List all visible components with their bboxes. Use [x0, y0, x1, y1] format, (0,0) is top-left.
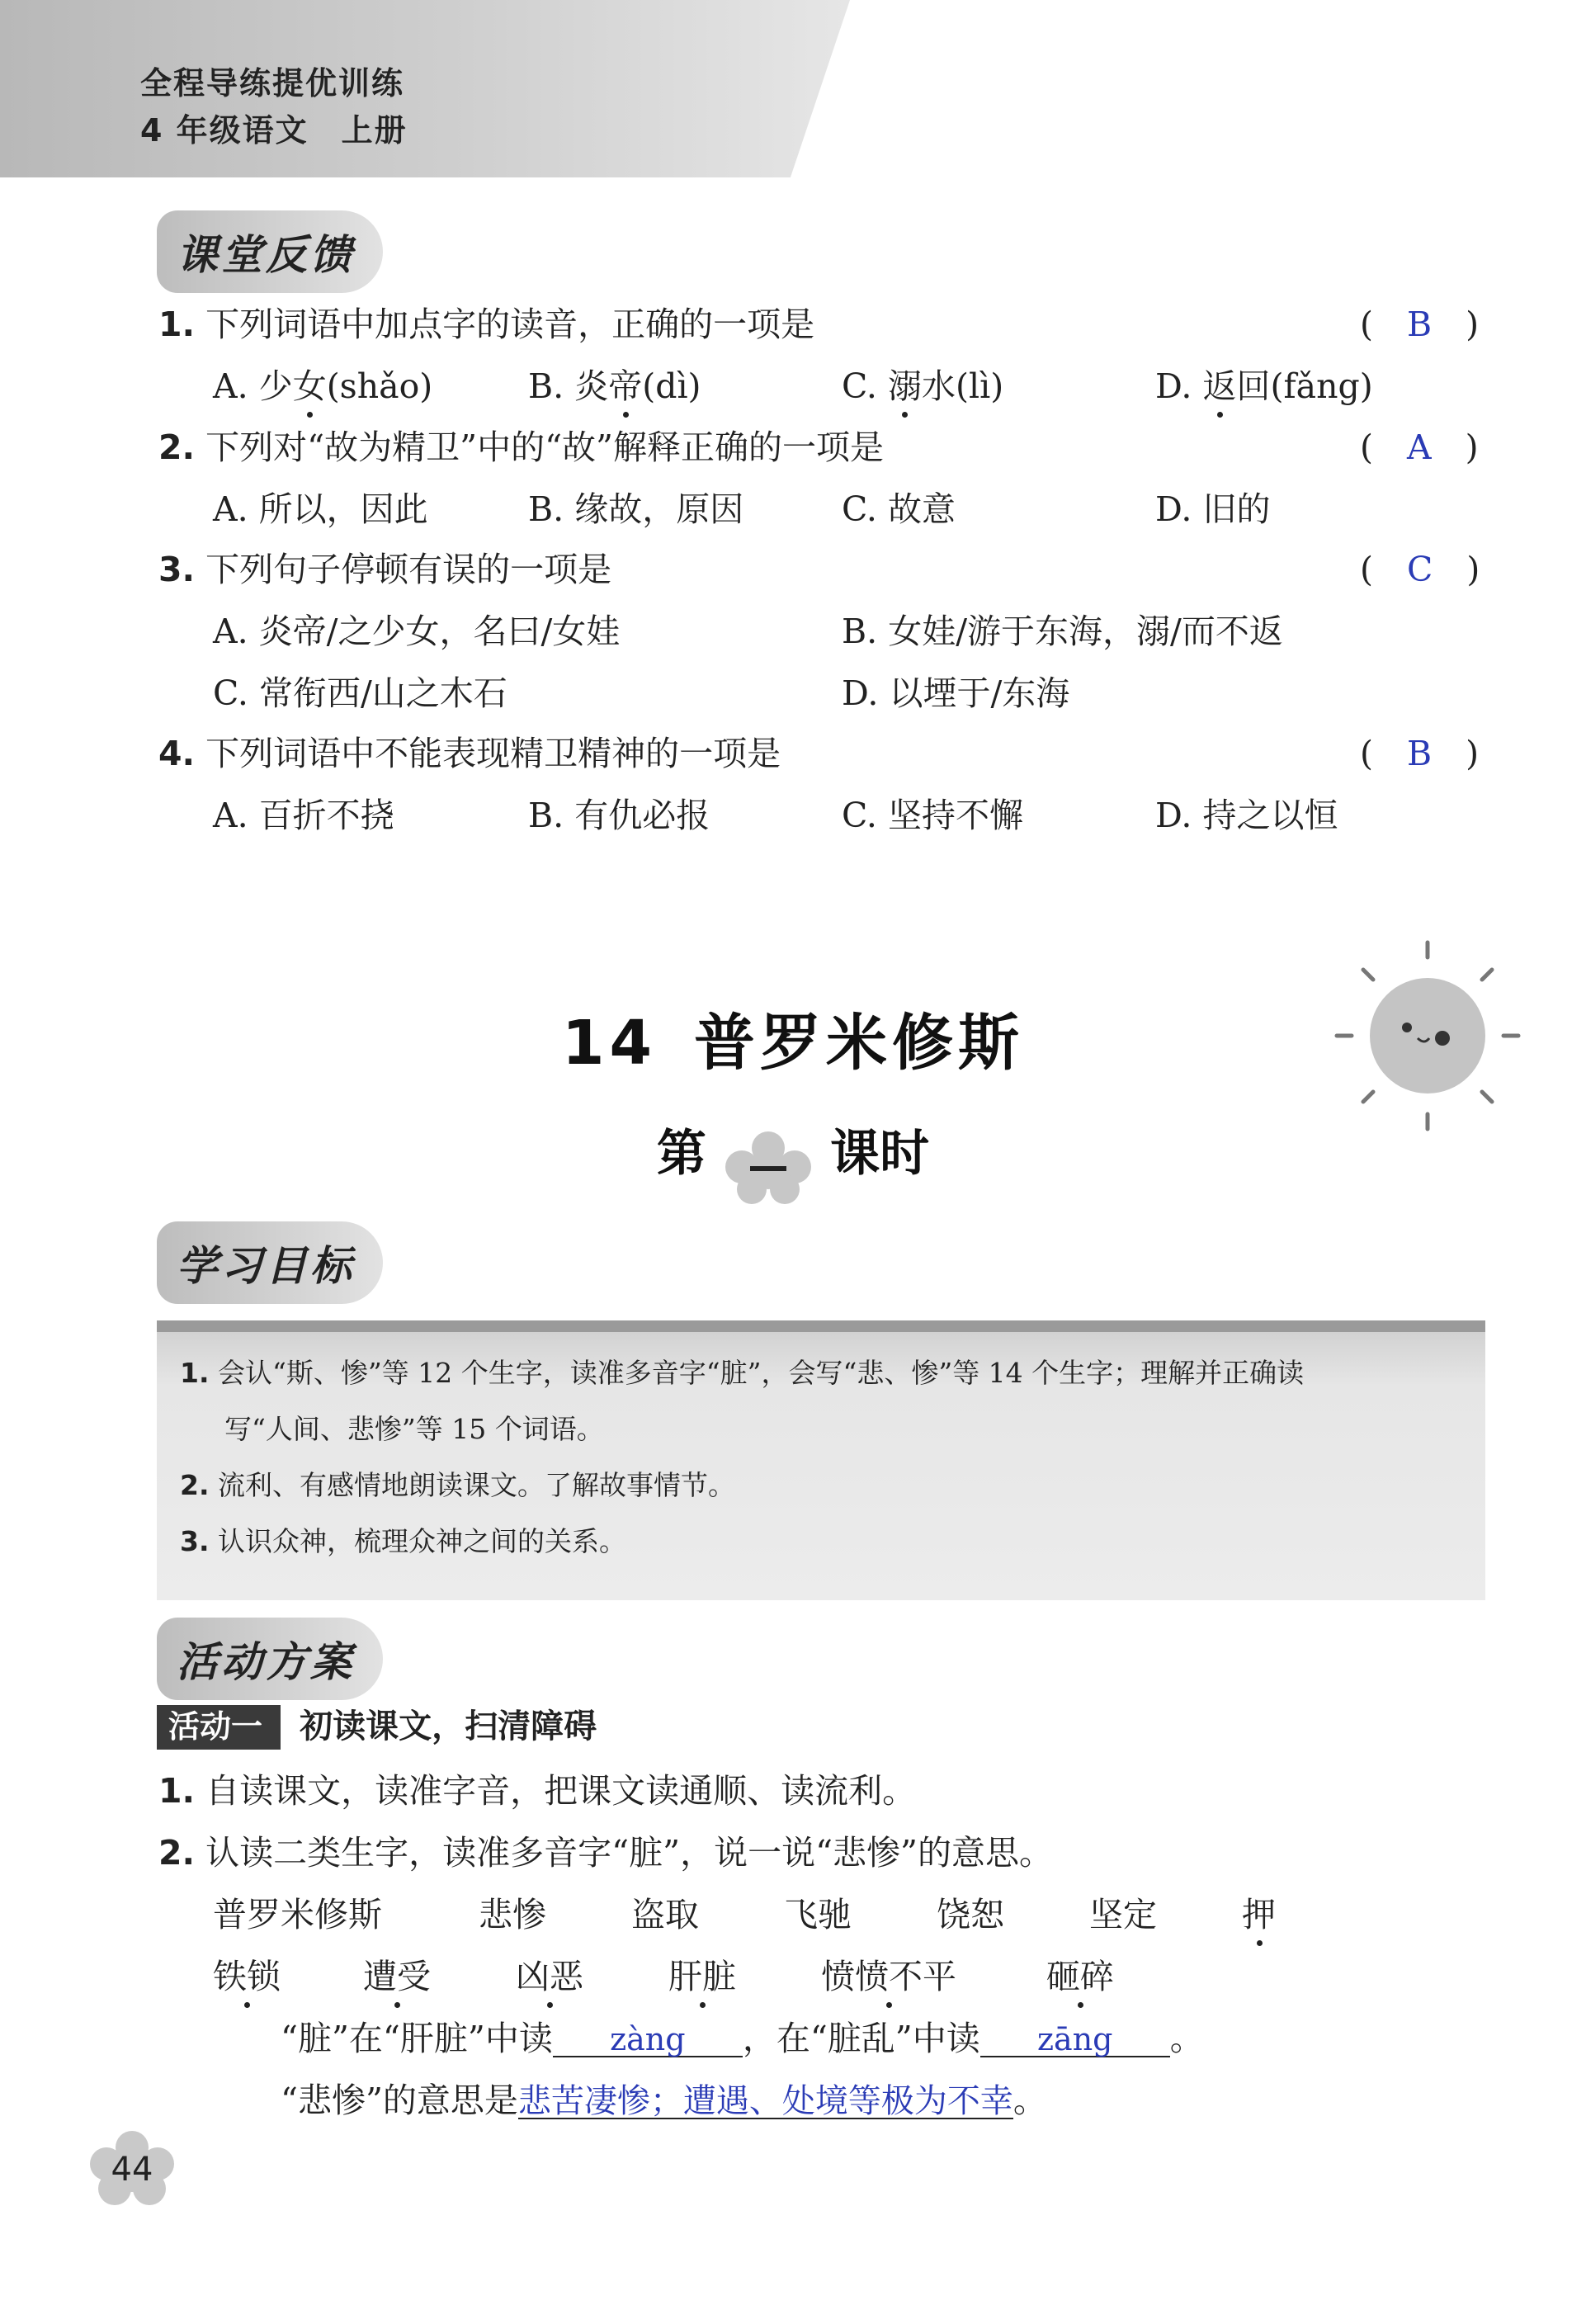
q1-option-c: C. 溺水(lì) — [842, 366, 1004, 406]
answer-bracket-2: ( A ) — [1360, 427, 1479, 467]
activity-item-1: 1. 自读课文，读准字音，把课文读通顺、读流利。 — [158, 1771, 917, 1811]
activity-item-2: 2. 认读二类生字，读准多音字“脏”，说一说“悲惨”的意思。 — [158, 1833, 1053, 1873]
book-title: 全程导练提优训练 — [140, 65, 405, 102]
fill-in-2: “悲惨”的意思是悲苦凄惨；遭遇、处境等极为不幸。 — [281, 2081, 1047, 2120]
page-number: 44 — [111, 2151, 153, 2189]
answer-bracket-3: ( C ) — [1360, 550, 1480, 589]
word: 盗取 — [631, 1895, 699, 1934]
word-dotted: 砸碎 — [1046, 1957, 1114, 1996]
answer-3: C — [1407, 550, 1433, 589]
question-stem: 下列对“故为精卫”中的“故”解释正确的一项是 — [205, 427, 884, 467]
question-1 — [158, 305, 815, 344]
lesson-period-left: 第 — [656, 1125, 706, 1183]
lesson-number: 14 — [561, 1008, 657, 1079]
word-dotted: 铁锁 — [213, 1957, 281, 1996]
word: 饶恕 — [937, 1895, 1004, 1934]
word-dotted: 愤愤不平 — [821, 1957, 956, 1996]
word-dotted: 遭受 — [363, 1957, 431, 1996]
lesson-title: 普罗米修斯 — [694, 1008, 1025, 1079]
q2-option-a: A. 所以，因此 — [213, 489, 428, 529]
q4-option-a: A. 百折不挠 — [213, 796, 394, 835]
question-number: 1. — [158, 305, 196, 344]
q4-option-d: D. 持之以恒 — [1155, 796, 1338, 835]
question-number: 2. — [158, 427, 196, 467]
header-band — [0, 0, 850, 177]
word: 悲惨 — [479, 1895, 546, 1934]
q1-option-d: D. 返回(fǎng) — [1155, 366, 1373, 406]
question-2 — [158, 427, 884, 467]
word: 普罗米修斯 — [213, 1895, 382, 1934]
question-number: 3. — [158, 550, 196, 589]
q1-option-b: B. 炎帝(dì) — [528, 366, 701, 406]
question-stem: 下列句子停顿有误的一项是 — [205, 550, 612, 589]
goal-1-cont: 写“人间、悲惨”等 15 个词语。 — [224, 1413, 604, 1445]
answer-4: B — [1407, 734, 1433, 773]
flower-icon — [719, 1130, 818, 1204]
q3-option-a: A. 炎帝/之少女，名曰/女娃 — [213, 612, 621, 651]
goal-2: 2. 流利、有感情地朗读课文。了解故事情节。 — [180, 1469, 735, 1501]
blank-1[interactable]: zàng — [553, 2022, 743, 2057]
q3-option-c: C. 常衔西/山之木石 — [213, 673, 507, 713]
q4-option-c: C. 坚持不懈 — [842, 796, 1023, 835]
answer-2: A — [1407, 427, 1432, 467]
lesson-period — [0, 1114, 1586, 1204]
word: 坚定 — [1089, 1895, 1157, 1934]
q4-option-b: B. 有仇必报 — [528, 796, 710, 835]
word: 飞驰 — [784, 1895, 852, 1934]
word-dotted: 凶恶 — [516, 1957, 583, 1996]
lesson-heading — [0, 994, 1586, 1082]
fill-in-1: “脏”在“肝脏”中读 zàng ，在“脏乱”中读 zāng 。 — [281, 2019, 1204, 2058]
question-number: 4. — [158, 734, 196, 773]
activity-label: 活动一 — [157, 1705, 281, 1750]
word-dotted: 肝脏 — [668, 1957, 736, 1996]
activity-1-heading — [157, 1700, 597, 1747]
q2-option-d: D. 旧的 — [1155, 489, 1271, 529]
activities-section-title: 活动方案 — [157, 1618, 383, 1700]
feedback-section-title: 课堂反馈 — [157, 210, 383, 293]
question-4 — [158, 734, 781, 773]
goals-section-title: 学习目标 — [157, 1221, 383, 1304]
q1-option-a: A. 少女(shǎo) — [213, 366, 433, 406]
word-dotted: 押 — [1242, 1895, 1276, 1934]
goal-3: 3. 认识众神，梳理众神之间的关系。 — [180, 1525, 626, 1557]
blank-3[interactable]: 悲苦凄惨；遭遇、处境等极为不幸 — [517, 2082, 1013, 2120]
goal-1: 1. 会认“斯、惨”等 12 个生字，读准多音字“脏”，会写“悲、惨”等 14 个生字；理解并正确读 — [180, 1357, 1305, 1389]
lesson-period-right: 课时 — [830, 1125, 930, 1183]
q3-option-b: B. 女娃/游于东海，溺/而不返 — [842, 612, 1283, 651]
question-stem: 下列词语中加点字的读音，正确的一项是 — [205, 305, 815, 344]
q3-option-d: D. 以堙于/东海 — [842, 673, 1070, 713]
q2-option-c: C. 故意 — [842, 489, 956, 529]
activity-title: 初读课文，扫清障碍 — [300, 1708, 597, 1745]
question-stem: 下列词语中不能表现精卫精神的一项是 — [205, 734, 781, 773]
question-3 — [158, 550, 612, 589]
answer-bracket-1: ( B ) — [1360, 305, 1480, 344]
answer-bracket-4: ( B ) — [1360, 734, 1480, 773]
book-grade: 4 年级语文 上册 — [140, 112, 408, 149]
answer-1: B — [1407, 305, 1433, 344]
blank-2[interactable]: zāng — [980, 2022, 1170, 2057]
q2-option-b: B. 缘故，原因 — [528, 489, 744, 529]
